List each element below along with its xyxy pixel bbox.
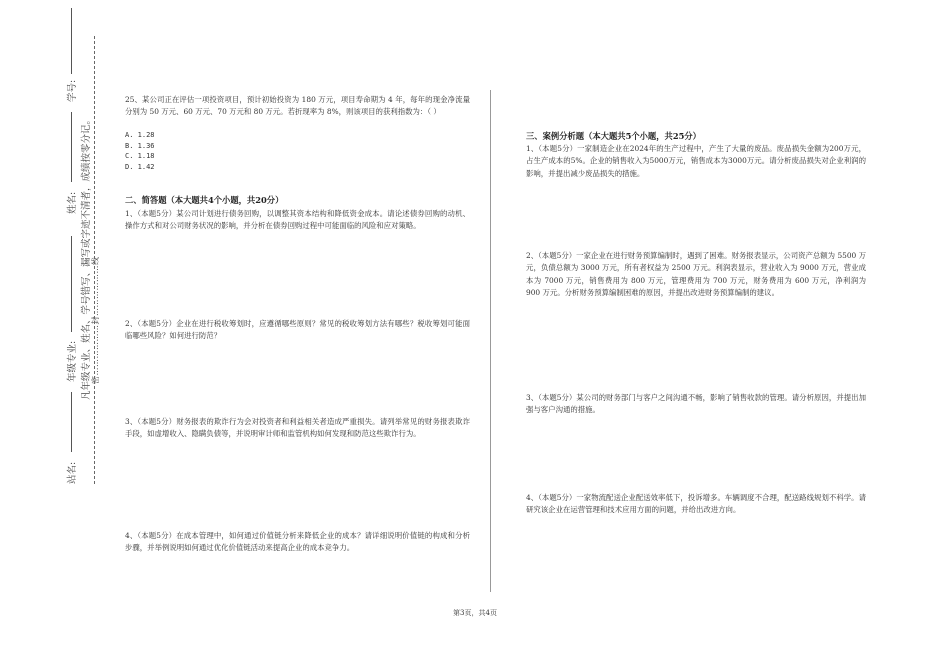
section-2-question-1: 1、（本题5分）某公司计划进行债务回购，以调整其资本结构和降低资金成本。请论述债券回购的动机、操作方式和对公司财务状况的影响，并分析在债券回购过程中可能面临的风险和应对策略。 [125,209,470,231]
grade-major-blank [71,236,72,332]
name-label: 姓名: [67,191,78,214]
school-label: 站名: [67,461,78,484]
option-c: C. 1.18 [125,152,155,161]
name-blank [71,112,72,182]
question-25: 25、某公司正在评估一项投资项目，预计初始投资为 180 万元，项目寿命期为 4 年，每年的现金净流量分别为 50 万元、60 万元、70 万元和 80 万元。若折现率为 8%，则该项目的获利指数为：（ ） [125,95,470,117]
seal-line-text: 密………………封………………线 [91,256,100,384]
binding-notice: 凡年级专业、姓名、学号错写、漏写或字迹不清者，成绩按零分记。 [81,114,92,400]
section-2-question-3: 3、（本题5分）财务报表的欺诈行为会对投资者和利益相关者造成严重损失。请列举常见的财务报表欺诈手段，如虚增收入、隐瞒负债等，并说明审计师和监管机构如何发现和防范这些欺诈行为。 [125,417,470,439]
option-d: D. 1.42 [125,162,155,171]
student-id-label: 学号: [67,79,78,102]
option-a: A. 1.28 [125,131,155,139]
grade-major-label: 年级专业: [67,340,78,382]
option-b: B. 1.36 [125,141,155,150]
section-3-question-1: 1、（本题5分）一家制造企业在2024年的生产过程中，产生了大量的废品。废品损失金额为200万元，占生产成本的5%。企业的销售收入为5000万元，销售成本为3000万元。请分析废品损失对企业利润的影响，并提出减少废品损失的措施。 [526,144,866,178]
question-25-options [125,130,155,172]
section-3-question-4: 4、（本题5分）一家物流配送企业配送效率低下，投诉增多。车辆调度不合理，配送路线规划不科学。请研究该企业在运营管理和技术应用方面的问题，并给出改进方向。 [526,493,866,515]
binding-dashed-line [94,36,95,484]
section-2-question-2: 2、（本题5分）企业在进行税收筹划时，应遵循哪些原则？常见的税收筹划方法有哪些？税收筹划可能面临哪些风险？如何进行防范？ [125,319,470,341]
section-3-question-3: 3、（本题5分）某公司的财务部门与客户之间沟通不畅，影响了销售收款的管理。请分析原因，并提出加强与客户沟通的措施。 [526,393,866,415]
page-number: 第3页，共4页 [453,609,497,617]
section-3-title: 三、案例分析题（本大题共5个小题，共25分） [526,131,701,141]
section-3-question-2: 2、（本题5分）一家企业在进行财务预算编制时，遇到了困难。财务报表显示，公司资产总额为 5500 万元，负债总额为 3000 万元，所有者权益为 2500 万元。利润表显示，营业收入为 9000 万元，营业成本为 7000 万元，销售费用为 800 万元，管理费用为 700 万元，财务费用为 600 万元，净利润为 900 万元。分析财务预算编制困难的原因，并提出改进财务预算编制的建议。 [526,251,866,298]
section-2-question-4: 4、（本题5分）在成本管理中，如何通过价值链分析来降低企业的成本？请详细说明价值链的构成和分析步骤，并举例说明如何通过优化价值链活动来提高企业的成本竞争力。 [125,531,470,553]
column-divider [490,90,491,592]
student-id-blank [71,8,72,74]
section-2-title: 二、简答题（本大题共4个小题，共20分） [125,195,284,205]
school-blank [71,392,72,452]
